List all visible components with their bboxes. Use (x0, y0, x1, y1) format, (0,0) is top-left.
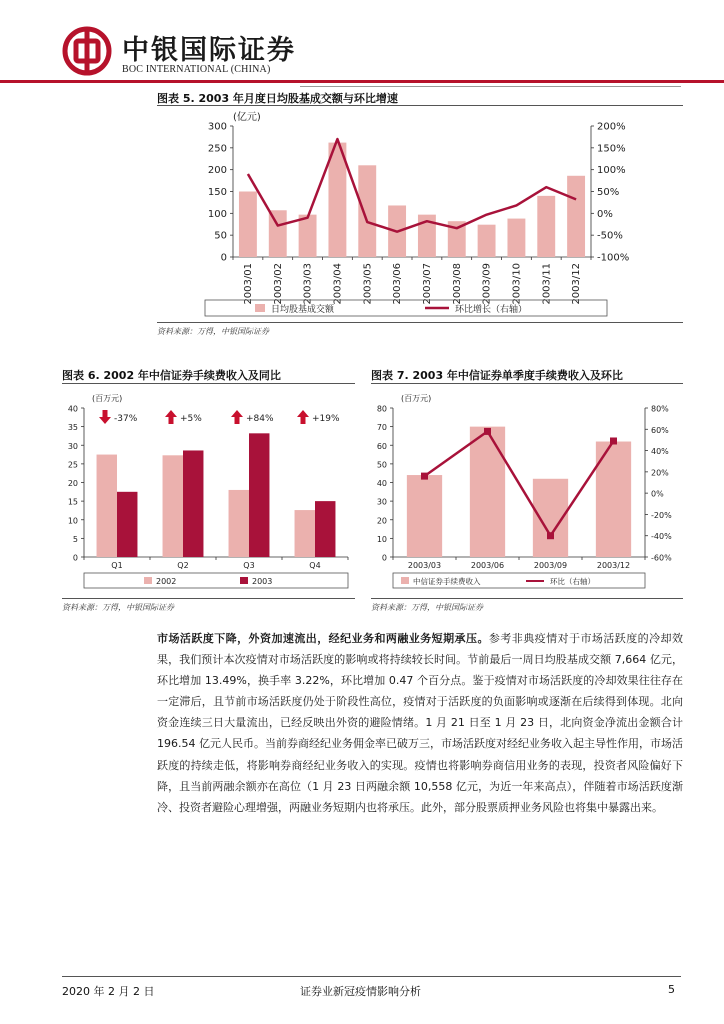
fig6-source: 资料来源：万得，中银国际证券 (62, 603, 174, 612)
fig6-y-tick-label: 40 (67, 404, 78, 414)
fig5-title: 图表 5. 2003 年月度日均股基成交额与环比增速 (157, 92, 398, 105)
fig7-y-tick-label: 40 (376, 479, 387, 488)
fig6-bar (117, 492, 137, 557)
fig5-y-tick-label: 250 (207, 143, 227, 155)
fig6-arrow-up-icon (165, 410, 177, 424)
fig5-x-tick-label: 2003/08 (451, 263, 463, 305)
fig7-title: 图表 7. 2003 年中信证券单季度手续费收入及环比 (371, 369, 623, 382)
fig7-title-rule (371, 383, 683, 384)
fig6-annotation (99, 410, 138, 424)
fig5-y2-tick-label: 200% (597, 121, 626, 133)
fig6-title-rule (62, 383, 355, 384)
fig6-bar (183, 450, 203, 557)
fig6-x-tick-label: Q4 (309, 561, 321, 570)
fig5-y-tick-label: 300 (207, 121, 227, 133)
fig5-bar (239, 192, 257, 258)
fig5-y-tick-label: 200 (207, 165, 227, 177)
fig6-bottom-rule (62, 598, 355, 599)
fig7-line-point (610, 437, 617, 444)
fig6-y-tick-label: 30 (67, 441, 78, 451)
fig6-y-tick-label: 5 (72, 534, 78, 544)
fig5-line-series (248, 139, 576, 232)
fig5-x-tick-label: 2003/06 (392, 263, 404, 305)
fig5-chart (157, 108, 683, 320)
fig7-line-point (484, 428, 491, 435)
header-grey-rule (300, 86, 681, 87)
fig6-arrow-up-icon (297, 410, 309, 424)
fig7-line-point (421, 473, 428, 480)
fig5-y2-tick-label: -50% (597, 230, 623, 242)
fig7-unit-label: (百万元) (401, 394, 432, 403)
fig5-unit-label: (亿元) (233, 112, 261, 123)
fig7-y-tick-label: 80 (376, 404, 387, 414)
fig6-bar (163, 455, 183, 557)
fig5-y-tick-label: 50 (214, 230, 227, 242)
fig7-y2-tick-label: 40% (651, 447, 669, 457)
page-number: 5 (668, 983, 675, 996)
fig6-bar (315, 501, 335, 557)
fig5-bar (537, 196, 555, 257)
fig6-y-tick-label: 20 (67, 479, 78, 488)
fig7-x-tick-label: 2003/03 (407, 561, 442, 570)
fig5-bar (567, 176, 585, 257)
fig5-x-tick-label: 2003/11 (541, 263, 553, 305)
fig6-annotation-label: +5% (180, 414, 202, 424)
fig5-x-tick-label: 2003/01 (242, 263, 254, 305)
footer-title: 证券业新冠疫情影响分析 (300, 985, 421, 998)
brand-name-cn: 中银国际证券 (122, 35, 296, 66)
fig6-y-tick-label: 25 (67, 460, 78, 470)
fig7-bar (407, 475, 442, 557)
fig5-bar (299, 215, 317, 257)
fig5-legend-line: 环比增长（右轴） (455, 305, 528, 315)
fig6-y-tick-label: 35 (67, 423, 78, 433)
fig6-title: 图表 6. 2002 年中信证券手续费收入及同比 (62, 369, 281, 382)
fig6-bar (97, 455, 117, 557)
paragraph-body: 参考非典疫情对于市场活跃度的冷却效果，我们预计本次疫情对市场活跃度的影响或将持续较长时间。节前最后一周日均股基成交额 7,664 亿元，环比增加 13.49%，换手率 3.22%，环比增加 0.47 个百分点。鉴于疫情对市场活跃度的冷却效果往往存在一定滞后，且节前市场活跃度仍处于阶段性高位，疫情对于活跃度的负面影响或逐渐在后续得到体现。北向资金连续三日大量流出，已经反映出外资的避险情绪。1 月 21 日至 1 月 23 日，北向资金净流出金额合计 196.54 亿元人民币。当前券商经纪业务佣金率已破万三，市场活跃度对经纪业务收入起主导性作用，市场活跃度的持续走低，将影响券商经纪业务收入的实现。疫情也将影响券商信用业务的表现，投资者风险偏好下降，且当前两融余额亦在高位（1 月 23 日两融余额 10,558 亿元，为近一年来高点），伴随着市场活跃度渐冷、投资者避险心理增强，两融业务短期内也将承压。此外，部分股票质押业务风险也将集中暴露出来。 (157, 632, 684, 814)
fig5-legend-bar: 日均股基成交额 (271, 305, 335, 315)
footer-date: 2020 年 2 月 2 日 (62, 985, 155, 998)
fig5-y-tick-label: 100 (207, 208, 227, 220)
fig5-x-tick-label: 2003/09 (481, 263, 493, 305)
fig5-x-tick-label: 2003/04 (332, 263, 344, 305)
fig7-y2-tick-label: -40% (651, 532, 672, 542)
boc-logo (62, 26, 112, 76)
fig7-bar (470, 427, 505, 557)
fig6-annotation-label: +84% (246, 414, 274, 424)
footer-rule (62, 976, 681, 977)
fig5-x-tick-label: 2003/10 (511, 263, 523, 305)
fig6-bar (229, 490, 249, 557)
fig7-y-tick-label: 10 (376, 534, 387, 544)
brand-name-en: BOC INTERNATIONAL (CHINA) (122, 64, 271, 75)
fig5-y2-tick-label: -100% (597, 252, 630, 264)
fig5-y-tick-label: 0 (220, 252, 227, 264)
fig7-legend-bar: 中信证券手续费收入 (413, 577, 481, 586)
header-red-rule (0, 80, 724, 83)
fig6-arrow-up-icon (231, 410, 243, 424)
fig7-bottom-rule (371, 598, 683, 599)
fig7-y-tick-label: 0 (381, 553, 387, 563)
fig6-annotation-label: -37% (114, 414, 138, 424)
fig5-bar (507, 219, 525, 257)
fig6-y-tick-label: 15 (67, 497, 78, 507)
fig5-y2-tick-label: 100% (597, 165, 626, 177)
fig5-bar (269, 210, 287, 257)
fig5-y2-tick-label: 50% (597, 187, 620, 198)
fig7-y2-tick-label: -20% (651, 510, 672, 520)
fig7-y-tick-label: 60 (376, 441, 387, 451)
fig7-source: 资料来源：万得，中银国际证券 (371, 603, 483, 612)
body-paragraph (157, 628, 683, 818)
fig6-legend-b: 2003 (252, 577, 273, 586)
fig5-legend-bar-swatch (255, 304, 265, 312)
fig7-line-series (425, 431, 614, 535)
fig7-x-tick-label: 2003/09 (533, 561, 568, 570)
fig5-title-rule (157, 105, 683, 106)
fig7-y-tick-label: 70 (376, 423, 387, 433)
fig6-y-tick-label: 10 (67, 516, 78, 526)
fig6-annotation (297, 410, 340, 424)
fig5-x-tick-label: 2003/03 (302, 263, 314, 305)
fig7-y2-tick-label: 80% (651, 404, 669, 414)
fig7-x-tick-label: 2003/06 (470, 561, 505, 570)
fig7-x-tick-label: 2003/12 (596, 561, 631, 570)
fig6-x-tick-label: Q2 (177, 561, 189, 570)
fig7-y2-tick-label: -60% (651, 553, 672, 563)
fig6-unit-label: (百万元) (92, 394, 123, 403)
paragraph-lead: 市场活跃度下降，外资加速流出，经纪业务和两融业务短期承压。 (157, 632, 489, 645)
fig5-x-tick-label: 2003/07 (421, 263, 433, 305)
fig7-y2-tick-label: 0% (651, 489, 664, 499)
fig7-y2-tick-label: 60% (651, 425, 669, 435)
fig7-line-point (547, 532, 554, 539)
fig6-y-tick-label: 0 (72, 553, 78, 563)
fig5-y2-tick-label: 0% (597, 208, 613, 220)
fig7-chart (371, 386, 683, 596)
fig6-bar (295, 510, 315, 557)
fig6-x-tick-label: Q3 (243, 561, 255, 570)
fig5-bar (478, 225, 496, 257)
fig5-x-tick-label: 2003/05 (362, 263, 374, 305)
fig7-legend-line: 环比（右轴） (550, 577, 595, 586)
fig7-y-tick-label: 20 (376, 516, 387, 526)
fig5-y2-tick-label: 150% (597, 143, 626, 155)
fig6-annotation-label: +19% (312, 414, 340, 424)
fig7-legend-bar-swatch (401, 577, 409, 584)
fig6-chart (62, 386, 355, 596)
fig5-x-tick-label: 2003/02 (272, 263, 284, 305)
fig6-arrow-down-icon (99, 410, 111, 424)
fig5-bottom-rule (157, 322, 683, 323)
fig5-bar (358, 165, 376, 257)
fig5-y-tick-label: 150 (207, 187, 227, 198)
fig6-legend-box (84, 573, 348, 588)
fig5-x-tick-label: 2003/12 (571, 263, 583, 305)
fig6-legend-a-swatch (144, 577, 152, 584)
fig6-bar (249, 433, 269, 557)
fig7-y-tick-label: 30 (376, 497, 387, 507)
fig6-annotation (165, 410, 202, 424)
fig7-y2-tick-label: 20% (651, 468, 669, 478)
fig6-legend-a: 2002 (156, 577, 177, 586)
fig6-annotation (231, 410, 274, 424)
fig6-legend-b-swatch (240, 577, 248, 584)
fig6-x-tick-label: Q1 (111, 561, 123, 570)
fig7-y-tick-label: 50 (376, 460, 387, 470)
fig5-source: 资料来源：万得，中银国际证券 (157, 327, 269, 336)
